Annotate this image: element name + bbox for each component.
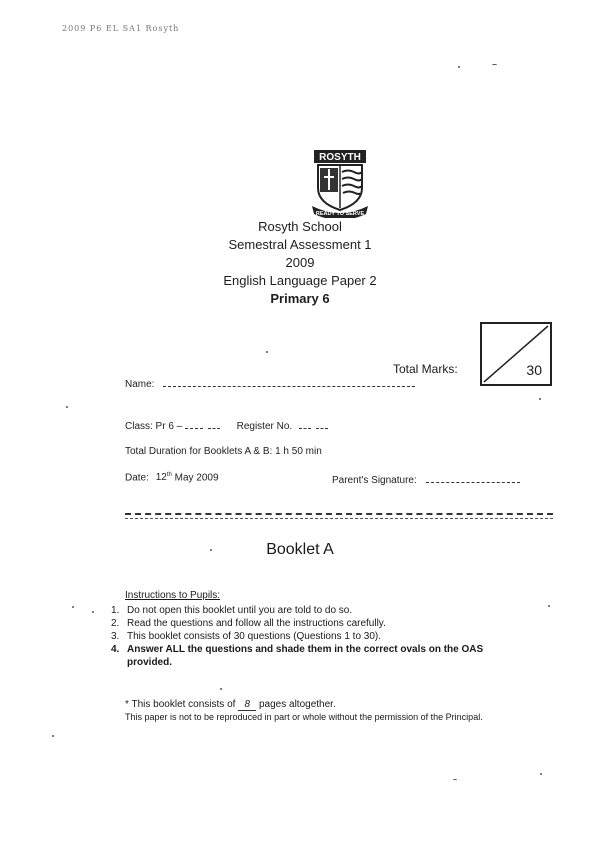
date-field bbox=[125, 472, 219, 483]
level-label: Primary 6 bbox=[270, 291, 330, 306]
instruction-number: 3. bbox=[111, 631, 120, 642]
register-line-1 bbox=[299, 418, 311, 429]
instruction-item bbox=[111, 643, 551, 656]
class-line-1 bbox=[185, 418, 203, 429]
scan-speck bbox=[92, 611, 94, 613]
pages-note bbox=[125, 699, 336, 711]
name-field bbox=[125, 376, 415, 390]
pages-count: 8 bbox=[238, 699, 256, 711]
total-marks-value: 30 bbox=[526, 362, 542, 378]
school-title-block bbox=[0, 218, 600, 308]
instructions-heading: Instructions to Pupils: bbox=[125, 590, 221, 601]
scan-speck bbox=[220, 688, 222, 690]
parent-signature-label: Parent's Signature: bbox=[332, 475, 417, 486]
instruction-text: Answer ALL the questions and shade them in the correct ovals on the OAS bbox=[127, 644, 484, 655]
instruction-number: 4. bbox=[111, 644, 120, 655]
instruction-item bbox=[111, 604, 551, 617]
instructions-list bbox=[111, 604, 551, 669]
instruction-number: 1. bbox=[111, 605, 120, 616]
parent-signature-line bbox=[426, 472, 520, 483]
scan-speck bbox=[548, 605, 550, 607]
instruction-item bbox=[111, 617, 551, 630]
instruction-continuation: provided. bbox=[127, 657, 173, 668]
scan-speck bbox=[453, 779, 457, 780]
instruction-number: 2. bbox=[111, 618, 120, 629]
booklet-title: Booklet A bbox=[266, 541, 334, 558]
crest-motto-text: READY TO SERVE bbox=[315, 211, 365, 217]
pages-prefix: * This booklet consists of bbox=[125, 699, 236, 710]
duration-text: Total Duration for Booklets A & B: 1 h 50 min bbox=[125, 446, 322, 457]
date-day: 12 bbox=[155, 472, 167, 484]
instruction-text: This booklet consists of 30 questions (Questions 1 to 30). bbox=[127, 631, 382, 642]
register-label: Register No. bbox=[236, 421, 293, 432]
scan-speck bbox=[66, 406, 68, 408]
assessment-name: Semestral Assessment 1 bbox=[228, 237, 372, 252]
date-rest: May 2009 bbox=[174, 472, 219, 484]
scan-speck bbox=[266, 351, 268, 353]
name-line bbox=[163, 376, 415, 387]
school-name: Rosyth School bbox=[258, 219, 342, 234]
class-field bbox=[125, 418, 328, 432]
instruction-text: Do not open this booklet until you are told to do so. bbox=[127, 605, 353, 616]
section-separator bbox=[125, 513, 553, 519]
total-marks-label: Total Marks: bbox=[393, 362, 458, 376]
assessment-year: 2009 bbox=[285, 255, 315, 270]
total-marks-box bbox=[480, 322, 552, 386]
instruction-text: Read the questions and follow all the instructions carefully. bbox=[127, 618, 386, 629]
scan-speck bbox=[72, 606, 74, 608]
scan-speck bbox=[52, 735, 54, 737]
class-line-2 bbox=[208, 418, 220, 429]
name-label: Name: bbox=[125, 379, 155, 390]
school-crest-logo bbox=[310, 148, 370, 218]
scan-speck bbox=[539, 398, 541, 400]
register-line-2 bbox=[316, 418, 328, 429]
class-label: Class: Pr 6 – bbox=[125, 421, 183, 432]
scan-speck bbox=[492, 64, 497, 65]
scan-speck bbox=[458, 66, 460, 68]
scan-speck bbox=[540, 773, 542, 775]
instruction-item bbox=[111, 630, 551, 643]
scan-speck bbox=[210, 549, 212, 551]
date-label: Date: bbox=[125, 472, 149, 484]
copyright-note: This paper is not to be reproduced in part or whole without the permission of the Principal. bbox=[125, 712, 483, 722]
document-header-tag: 2009 P6 EL SA1 Rosyth bbox=[62, 24, 180, 33]
date-suffix: th bbox=[166, 472, 172, 478]
paper-title: English Language Paper 2 bbox=[223, 273, 377, 288]
parent-signature-field bbox=[332, 472, 520, 486]
pages-suffix: pages altogether. bbox=[259, 699, 336, 710]
crest-banner-text: ROSYTH bbox=[319, 152, 361, 163]
